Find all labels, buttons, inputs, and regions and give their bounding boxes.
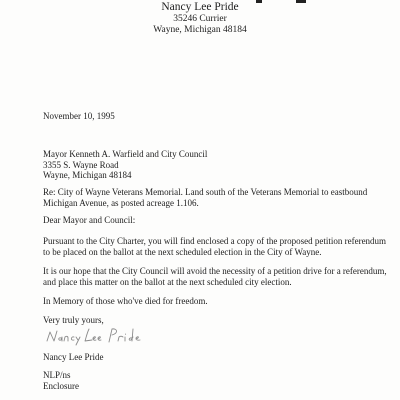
salutation: Dear Mayor and Council: bbox=[43, 215, 136, 225]
subject-text: Michigan Avenue, as posted acreage 1.106. bbox=[43, 197, 199, 208]
letterhead-city: Wayne, Michigan 48184 bbox=[153, 25, 247, 35]
recipient-line: Wayne, Michigan 48184 bbox=[43, 170, 132, 181]
body-paragraph bbox=[43, 266, 387, 287]
paragraph-line: Pursuant to the City Charter, you will find enclosed a copy of the proposed petition referendum bbox=[43, 236, 387, 246]
paragraph-line: to be placed on the ballot at the next scheduled election in the City of Wayne. bbox=[43, 246, 322, 257]
paragraph-line: It is our hope that the City Council will avoid the necessity of a petition drive for a referendum, bbox=[43, 266, 387, 276]
recipient-line: Mayor Kenneth A. Warfield and City Council bbox=[43, 149, 208, 159]
letterhead bbox=[0, 2, 400, 37]
recipient-line: 3355 S. Wayne Road bbox=[43, 159, 119, 170]
body-paragraph: In Memory of those who've died for freedom. bbox=[43, 296, 208, 306]
enclosure-notation: Enclosure bbox=[43, 381, 79, 391]
letter-date: November 10, 1995 bbox=[43, 111, 115, 121]
recipient-address bbox=[43, 149, 207, 181]
body-paragraph bbox=[43, 236, 386, 257]
signer-name: Nancy Lee Pride bbox=[43, 352, 104, 362]
reference-initials: NLP/ns bbox=[43, 370, 71, 380]
subject-line bbox=[43, 187, 367, 208]
letterhead-name: Nancy Lee Pride bbox=[161, 1, 239, 13]
paragraph-line: and place this matter on the ballot at the next scheduled city election. bbox=[43, 276, 292, 287]
subject-text: Re: City of Wayne Veterans Memorial. Land south of the Veterans Memorial to eastbound bbox=[43, 187, 368, 197]
letterhead-street: 35246 Currier bbox=[173, 13, 227, 24]
handwritten-signature bbox=[45, 324, 165, 346]
complimentary-closing: Very truly yours, bbox=[43, 315, 104, 325]
